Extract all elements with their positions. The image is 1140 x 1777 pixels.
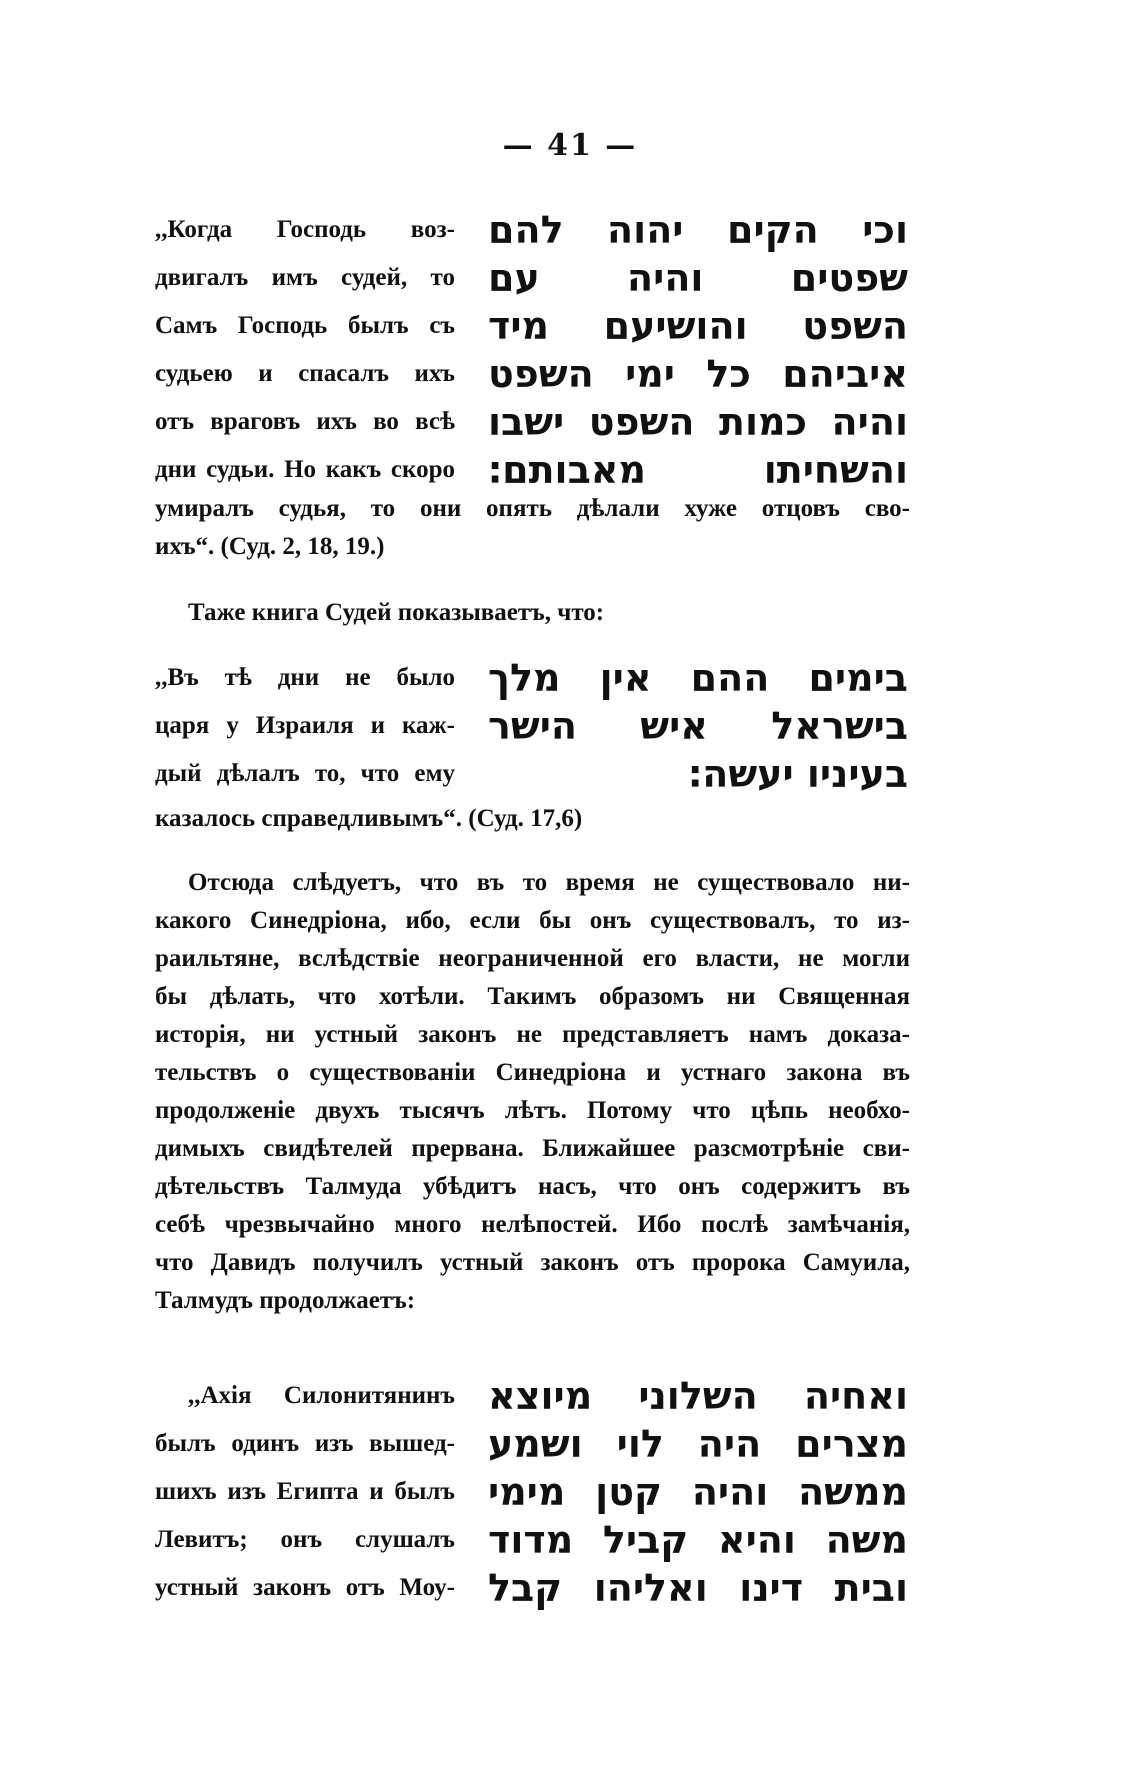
block3-ru-line: шихъ изъ Египта и былъ [155,1478,455,1505]
block1-hebrew-column [488,206,908,494]
block2-ru-line: дый дѣлалъ то, что ему [155,760,455,787]
block3-he-line: משה והיא קביל מדוד [488,1518,908,1562]
main-paragraph [155,864,910,1320]
block1-continuation-line: умиралъ судья, то они опять дѣлали хуже отцовъ сво- [155,495,910,522]
block3-he-line: מצרים היה לוי ושמע [488,1422,908,1466]
block3-ru-line: былъ одинъ изъ вышед- [155,1430,455,1457]
block3-ru-line: устный законъ отъ Моу- [155,1574,455,1601]
block1-continuation [155,490,910,566]
block1-ru-line: ,,Когда Господь воз- [155,216,455,243]
block1-ru-line: отъ враговъ ихъ во всѣ [155,408,455,435]
block1-ru-line: судьею и спасалъ ихъ [155,360,455,387]
block2-ru-last-line: казалось справедливымъ“. (Суд. 17,6) [155,805,583,832]
paragraph-line: дѣтельствъ Талмуда убѣдитъ насъ, что онъ содержитъ въ [155,1173,910,1200]
paragraph-line: продолженіе двухъ тысячъ лѣтъ. Потому что цѣпь необхо- [155,1097,910,1124]
block3-russian-column [155,1372,455,1612]
block3-ru-line: Левитъ; онъ слушалъ [155,1526,455,1553]
block1-russian-column [155,206,455,494]
block3-he-line: ואחיה השלוני מיוצא [488,1374,908,1418]
page-number: — 41 — [502,128,638,163]
block3-hebrew-column [488,1372,908,1612]
paragraph-line: Отсюда слѣдуетъ, что въ то время не существовало ни- [188,869,910,896]
block1-he-line: והשחיתו מאבותם׃ [488,448,908,492]
block2-he-line: בעיניו יעשה׃ [688,752,908,796]
block2-hebrew-column [488,654,908,798]
block1-he-line: וכי הקים יהוה להם [488,208,908,252]
paragraph-line: себѣ чрезвычайно много нелѣпостей. Ибо послѣ замѣчанія, [155,1211,910,1238]
block3-he-line: ממשה והיה קטן מימי [488,1470,908,1514]
block1-he-line: השפט והושיעם מיד [488,304,908,348]
block2-russian-column [155,654,455,798]
block2-he-line: בישראל איש הישר [488,704,908,748]
paragraph-line: Талмудъ продолжаетъ: [155,1287,416,1314]
block3-ru-line: ,,Ахія Силонитянинъ [188,1382,455,1409]
block1-ru-line: дни судьи. Но какъ скоро [155,456,455,483]
block1-he-line: שפטים והיה עם [488,256,908,300]
paragraph-line: димыхъ свидѣтелей прервана. Ближайшее разсмотрѣніе сви- [155,1135,910,1162]
block1-he-line: והיה כמות השפט ישבו [488,400,908,444]
block1-continuation-line: ихъ“. (Суд. 2, 18, 19.) [155,533,385,560]
block1-he-line: איביהם כל ימי השפט [488,352,908,396]
intro-line: Таже книга Судей показываетъ, что: [188,599,605,626]
paragraph-line: какого Синедріона, ибо, если бы онъ существовалъ, то из- [155,907,910,934]
paragraph-line: исторія, ни устный законъ не представляетъ намъ доказа- [155,1021,910,1048]
block2-ru-line: царя у Израиля и каж- [155,712,455,739]
block1-ru-line: двигалъ имъ судей, то [155,264,455,291]
block1-ru-line: Самъ Господь былъ съ [155,312,455,339]
paragraph-line: что Давидъ получилъ устный законъ отъ пророка Самуила, [155,1249,910,1276]
block2-ru-line: ,,Въ тѣ дни не было [155,664,455,691]
paragraph-line: бы дѣлать, что хотѣли. Такимъ образомъ ни Священная [155,983,910,1010]
block2-he-line: בימים ההם אין מלך [488,656,908,700]
paragraph-line: тельствъ о существованіи Синедріона и устнаго закона въ [155,1059,910,1086]
block3-he-line: ובית דינו ואליהו קבל [488,1566,908,1610]
paragraph-line: раильтяне, вслѣдствіе неограниченной его власти, не могли [155,945,910,972]
